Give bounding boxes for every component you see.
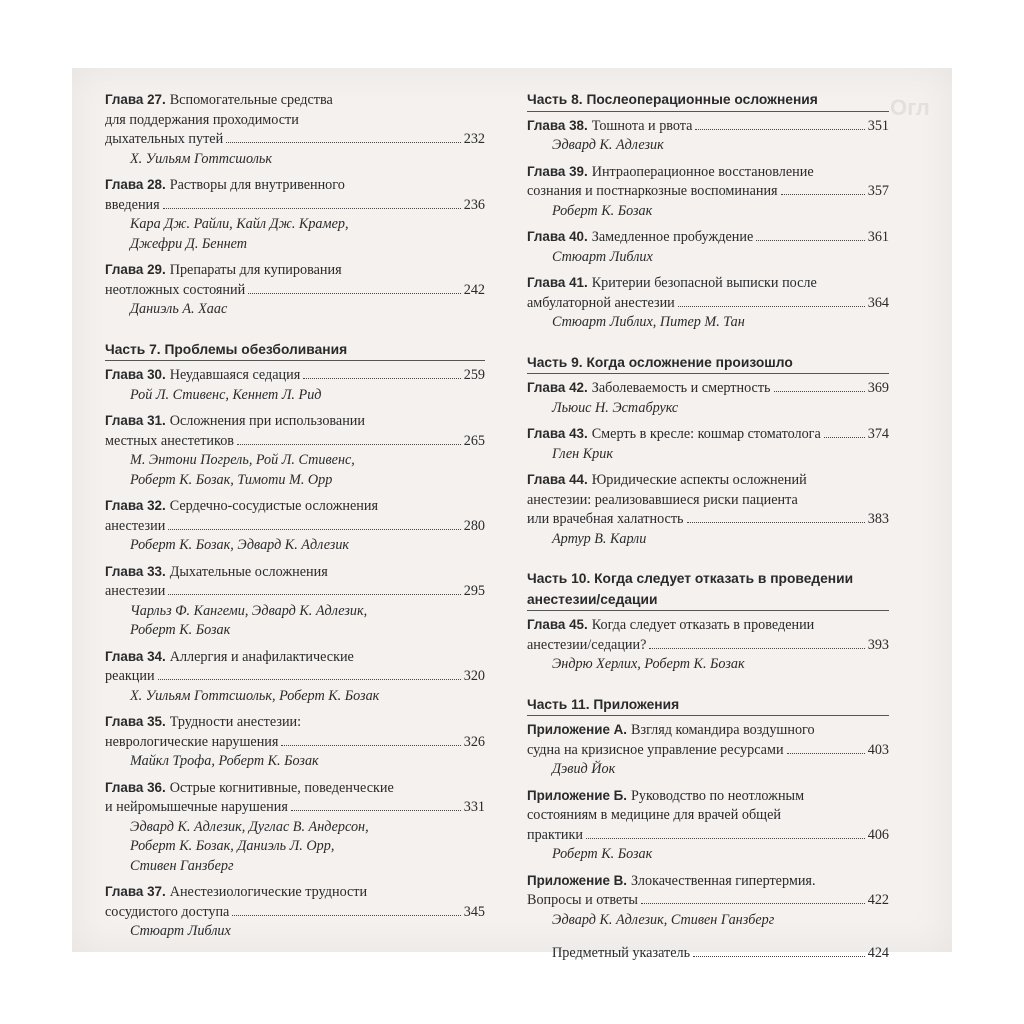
chapter-title-line: Критерии безопасной выписки после bbox=[591, 275, 817, 291]
chapter-label: Глава 41. bbox=[527, 275, 588, 290]
page-number: 265 bbox=[463, 432, 485, 449]
toc-line bbox=[527, 182, 889, 202]
chapter-authors: Эдвард К. Адлезик bbox=[552, 137, 664, 153]
toc-line bbox=[527, 227, 889, 248]
part-heading: Часть 10. Когда следует отказать в проведении bbox=[527, 571, 854, 586]
page-number: 326 bbox=[463, 733, 485, 750]
toc-line bbox=[105, 90, 485, 111]
toc-entry bbox=[105, 778, 485, 877]
chapter-authors: М. Энтони Погрель, Рой Л. Стивенс, bbox=[130, 452, 355, 468]
chapter-label: Глава 33. bbox=[105, 563, 166, 579]
chapter-authors: Дэвид Йок bbox=[552, 761, 616, 777]
page-number: 369 bbox=[867, 380, 889, 396]
dot-leader bbox=[163, 208, 461, 209]
toc-line bbox=[105, 496, 485, 517]
toc-entry bbox=[105, 882, 485, 942]
chapter-label: Глава 30. bbox=[105, 367, 166, 382]
dot-leader bbox=[695, 129, 864, 130]
chapter-title-line: Смерть в кресле: кошмар стоматолога bbox=[591, 426, 821, 442]
chapter-authors: Глен Крик bbox=[552, 445, 613, 462]
toc-line bbox=[105, 778, 485, 799]
dot-leader bbox=[824, 437, 865, 438]
chapter-authors: Майкл Трофа, Роберт К. Бозак bbox=[130, 753, 319, 769]
chapter-authors: Кара Дж. Райли, Кайл Дж. Крамер, bbox=[130, 216, 349, 232]
part-heading: Часть 8. Послеоперационные осложнения bbox=[527, 90, 889, 112]
chapter-label: Глава 37. bbox=[105, 884, 166, 899]
chapter-title-line: Анестезиологические трудности bbox=[169, 884, 368, 900]
chapter-title-line: и нейромышечные нарушения bbox=[105, 799, 288, 815]
chapter-title-line: Интраоперационное восстановление bbox=[591, 163, 814, 180]
toc-entry bbox=[527, 424, 889, 464]
chapter-label: Глава 31. bbox=[105, 413, 166, 428]
page-number: 393 bbox=[867, 636, 889, 653]
chapter-label: Глава 43. bbox=[527, 426, 588, 441]
chapter-authors: Джефри Д. Беннет bbox=[130, 235, 248, 252]
toc-line bbox=[527, 116, 889, 137]
chapter-title-line: анестезии/седации? bbox=[527, 636, 647, 653]
toc-line bbox=[527, 491, 889, 511]
chapter-label: Приложение А. bbox=[527, 722, 628, 737]
toc-entry bbox=[527, 786, 889, 865]
chapter-title-line: введения bbox=[105, 196, 160, 213]
chapter-label: Приложение Б. bbox=[527, 787, 627, 803]
page-number: 280 bbox=[463, 517, 485, 534]
chapter-title-line: Когда следует отказать в проведении bbox=[591, 617, 815, 633]
chapter-label: Глава 34. bbox=[105, 648, 166, 664]
toc-line bbox=[105, 798, 485, 818]
page-number: 295 bbox=[463, 583, 485, 599]
chapter-title-line: анестезии bbox=[105, 583, 166, 599]
page-number: 406 bbox=[867, 826, 889, 843]
chapter-title-line: Заболеваемость и смертность bbox=[591, 380, 771, 396]
subject-index-label: Предметный указатель bbox=[552, 945, 691, 961]
part-heading: Часть 7. Проблемы обезболивания bbox=[105, 340, 485, 362]
toc-line bbox=[105, 882, 485, 903]
toc-entry bbox=[527, 871, 889, 931]
chapter-title-line: Злокачественная гипертермия. bbox=[631, 872, 816, 889]
chapter-title-line: неотложных состояний bbox=[105, 281, 246, 298]
toc-line bbox=[527, 786, 889, 807]
toc-entry bbox=[105, 175, 485, 254]
toc-line bbox=[105, 903, 485, 923]
chapter-label: Глава 38. bbox=[527, 117, 588, 133]
toc-line bbox=[105, 667, 485, 687]
chapter-label: Глава 39. bbox=[527, 163, 588, 179]
chapter-title-line: для поддержания проходимости bbox=[105, 111, 299, 128]
chapter-label: Глава 40. bbox=[527, 229, 588, 244]
toc-entry bbox=[105, 260, 485, 320]
chapter-authors: Эдвард К. Адлезик, Стивен Ганзберг bbox=[552, 911, 775, 928]
toc-line bbox=[527, 615, 889, 636]
chapter-title-line: Сердечно-сосудистые осложнения bbox=[169, 498, 378, 514]
chapter-authors: Эдвард К. Адлезик, Дуглас В. Андерсон, bbox=[130, 818, 369, 835]
toc-entry bbox=[105, 562, 485, 641]
page-number: 361 bbox=[867, 229, 889, 245]
chapter-label: Глава 28. bbox=[105, 177, 166, 192]
chapter-authors: Рой Л. Стивенс, Кеннет Л. Рид bbox=[130, 386, 322, 403]
toc-line bbox=[105, 196, 485, 216]
chapter-title-line: Осложнения при использовании bbox=[169, 413, 365, 429]
chapter-label: Глава 45. bbox=[527, 617, 588, 632]
toc-line bbox=[105, 130, 485, 150]
toc-line bbox=[105, 432, 485, 452]
toc-line bbox=[527, 162, 889, 183]
dot-leader bbox=[291, 810, 461, 811]
dot-leader bbox=[303, 378, 460, 379]
chapter-label: Глава 32. bbox=[105, 498, 166, 513]
page-number: 320 bbox=[463, 668, 485, 684]
page-number: 259 bbox=[463, 367, 485, 383]
chapter-title-line: Вспомогательные средства bbox=[169, 92, 333, 108]
toc-entry bbox=[105, 496, 485, 556]
dot-leader bbox=[281, 745, 460, 746]
dot-leader bbox=[774, 391, 865, 392]
chapter-title-line: Растворы для внутривенного bbox=[169, 177, 345, 193]
chapter-title-line: анестезии: реализовавшиеся риски пациента bbox=[527, 491, 798, 508]
page-number: 374 bbox=[867, 426, 889, 442]
chapter-title-line: амбулаторной анестезии bbox=[527, 294, 675, 311]
toc-line bbox=[105, 517, 485, 537]
dot-leader bbox=[641, 903, 865, 904]
toc-line bbox=[527, 806, 889, 826]
toc-line bbox=[527, 741, 889, 761]
chapter-title-line: судна на кризисное управление ресурсами bbox=[527, 741, 784, 758]
chapter-title-line: Препараты для купирования bbox=[169, 262, 342, 278]
chapter-title-line: Руководство по неотложным bbox=[630, 787, 805, 804]
part-heading: анестезии/седации bbox=[527, 590, 889, 612]
page-number: 424 bbox=[867, 945, 889, 961]
page-number: 351 bbox=[867, 117, 889, 134]
chapter-label: Приложение В. bbox=[527, 872, 628, 888]
dot-leader bbox=[693, 956, 865, 957]
toc-line bbox=[105, 733, 485, 753]
toc-entry bbox=[527, 116, 889, 156]
toc-line bbox=[105, 562, 485, 583]
chapter-title-line: анестезии bbox=[105, 517, 166, 534]
chapter-title-line: реакции bbox=[105, 668, 155, 684]
toc-line bbox=[527, 720, 889, 741]
toc-line bbox=[527, 510, 889, 530]
chapter-authors: Роберт К. Бозак bbox=[552, 846, 653, 862]
dot-leader bbox=[232, 915, 460, 916]
toc-entry bbox=[105, 647, 485, 707]
chapter-title-line: дыхательных путей bbox=[105, 131, 224, 147]
chapter-title-line: Острые когнитивные, поведенческие bbox=[169, 779, 394, 796]
bleed-through-text: Огл bbox=[890, 95, 930, 120]
chapter-authors: Х. Уильям Готтсшольк, Роберт К. Бозак bbox=[130, 687, 380, 704]
page-number: 236 bbox=[463, 196, 485, 213]
chapter-label: Глава 27. bbox=[105, 92, 166, 107]
toc-line bbox=[527, 826, 889, 846]
dot-leader bbox=[787, 753, 865, 754]
toc-line bbox=[105, 712, 485, 733]
toc-line bbox=[105, 365, 485, 386]
page-number: 357 bbox=[867, 183, 889, 199]
toc-entry bbox=[105, 712, 485, 772]
chapter-title-line: практики bbox=[527, 826, 583, 843]
toc-line bbox=[527, 378, 889, 399]
chapter-title-line: Взгляд командира воздушного bbox=[631, 722, 815, 738]
page-number: 232 bbox=[463, 131, 485, 147]
toc-line bbox=[527, 891, 889, 911]
dot-leader bbox=[168, 529, 460, 530]
chapter-title-line: или врачебная халатность bbox=[527, 511, 684, 527]
chapter-title-line: Вопросы и ответы bbox=[527, 892, 638, 908]
toc-line bbox=[527, 470, 889, 491]
spacer bbox=[527, 339, 889, 353]
chapter-authors: Х. Уильям Готтсшольк bbox=[130, 150, 272, 167]
chapter-authors: Роберт К. Бозак bbox=[552, 202, 653, 219]
toc-entry bbox=[105, 90, 485, 169]
chapter-authors: Стюарт Либлих, Питер М. Тан bbox=[552, 314, 745, 330]
toc-entry bbox=[527, 470, 889, 549]
chapter-authors: Стивен Ганзберг bbox=[130, 857, 234, 874]
dot-leader bbox=[158, 679, 461, 680]
chapter-label: Глава 44. bbox=[527, 472, 588, 487]
toc-entry bbox=[527, 615, 889, 675]
dot-leader bbox=[168, 594, 460, 595]
chapter-authors: Чарльз Ф. Кангеми, Эдвард К. Адлезик, bbox=[130, 602, 368, 619]
chapter-title-line: Дыхательные осложнения bbox=[169, 563, 328, 580]
page-number: 242 bbox=[463, 281, 485, 298]
chapter-title-line: местных анестетиков bbox=[105, 432, 234, 449]
chapter-title-line: состояниям в медицине для врачей общей bbox=[527, 807, 781, 823]
dot-leader bbox=[237, 444, 461, 445]
part-heading: Часть 9. Когда осложнение произошло bbox=[527, 353, 889, 375]
chapter-authors: Роберт К. Бозак, Тимоти М. Орр bbox=[130, 471, 333, 488]
toc-entry bbox=[527, 162, 889, 222]
chapter-authors: Стюарт Либлих bbox=[130, 923, 231, 939]
chapter-title-line: Неудавшаяся седация bbox=[169, 367, 301, 383]
part-heading: Часть 11. Приложения bbox=[527, 695, 889, 717]
toc-entry bbox=[105, 411, 485, 490]
chapter-label: Глава 35. bbox=[105, 714, 166, 729]
dot-leader bbox=[781, 194, 865, 195]
toc-line bbox=[527, 636, 889, 656]
toc-line bbox=[105, 175, 485, 196]
dot-leader bbox=[586, 838, 865, 839]
toc-right-column bbox=[527, 90, 889, 964]
dot-leader bbox=[678, 306, 865, 307]
toc-line bbox=[105, 411, 485, 432]
toc-line bbox=[527, 871, 889, 892]
page-number: 403 bbox=[867, 741, 889, 758]
toc-entry bbox=[527, 273, 889, 333]
chapter-authors: Стюарт Либлих bbox=[552, 248, 653, 265]
dot-leader bbox=[226, 142, 461, 143]
toc-line bbox=[105, 647, 485, 668]
chapter-authors: Артур В. Карли bbox=[552, 530, 647, 547]
toc-entry bbox=[527, 227, 889, 267]
toc-entry bbox=[527, 720, 889, 780]
spacer bbox=[527, 681, 889, 695]
page-number: 364 bbox=[867, 294, 889, 311]
chapter-authors: Роберт К. Бозак, Эдвард К. Адлезик bbox=[130, 537, 350, 553]
toc-entry bbox=[105, 365, 485, 405]
chapter-title-line: Замедленное пробуждение bbox=[591, 229, 754, 245]
subject-index-line bbox=[527, 944, 889, 964]
spacer bbox=[527, 555, 889, 569]
toc-line bbox=[105, 281, 485, 301]
chapter-authors: Роберт К. Бозак, Даниэль Л. Орр, bbox=[130, 838, 335, 854]
toc-line bbox=[527, 294, 889, 314]
chapter-authors: Эндрю Херлих, Роберт К. Бозак bbox=[552, 656, 745, 672]
page-number: 422 bbox=[867, 892, 889, 908]
dot-leader bbox=[756, 240, 864, 241]
toc-line bbox=[105, 260, 485, 281]
toc-line bbox=[527, 424, 889, 445]
chapter-title-line: Аллергия и анафилактические bbox=[169, 648, 354, 665]
chapter-title-line: Тошнота и рвота bbox=[591, 117, 693, 134]
dot-leader bbox=[649, 648, 864, 649]
spacer bbox=[105, 326, 485, 340]
chapter-authors: Даниэль А. Хаас bbox=[130, 301, 228, 317]
toc-line bbox=[105, 111, 485, 131]
chapter-label: Глава 29. bbox=[105, 262, 166, 277]
chapter-title-line: Трудности анестезии: bbox=[169, 714, 302, 730]
toc-entry bbox=[527, 378, 889, 418]
chapter-title-line: неврологические нарушения bbox=[105, 733, 279, 750]
page-number: 331 bbox=[463, 799, 485, 815]
chapter-authors: Льюис Н. Эстабрукс bbox=[552, 399, 679, 416]
chapter-title-line: Юридические аспекты осложнений bbox=[591, 472, 807, 488]
page-number: 345 bbox=[463, 903, 485, 920]
toc-line bbox=[105, 582, 485, 602]
toc-left-column bbox=[105, 90, 485, 948]
dot-leader bbox=[687, 522, 865, 523]
chapter-authors: Роберт К. Бозак bbox=[130, 622, 231, 638]
toc-line bbox=[527, 273, 889, 294]
dot-leader bbox=[248, 293, 461, 294]
chapter-label: Глава 36. bbox=[105, 779, 166, 795]
chapter-title-line: сосудистого доступа bbox=[105, 903, 230, 920]
page-number: 383 bbox=[867, 511, 889, 527]
chapter-title-line: сознания и постнаркозные воспоминания bbox=[527, 183, 778, 199]
chapter-label: Глава 42. bbox=[527, 380, 588, 395]
